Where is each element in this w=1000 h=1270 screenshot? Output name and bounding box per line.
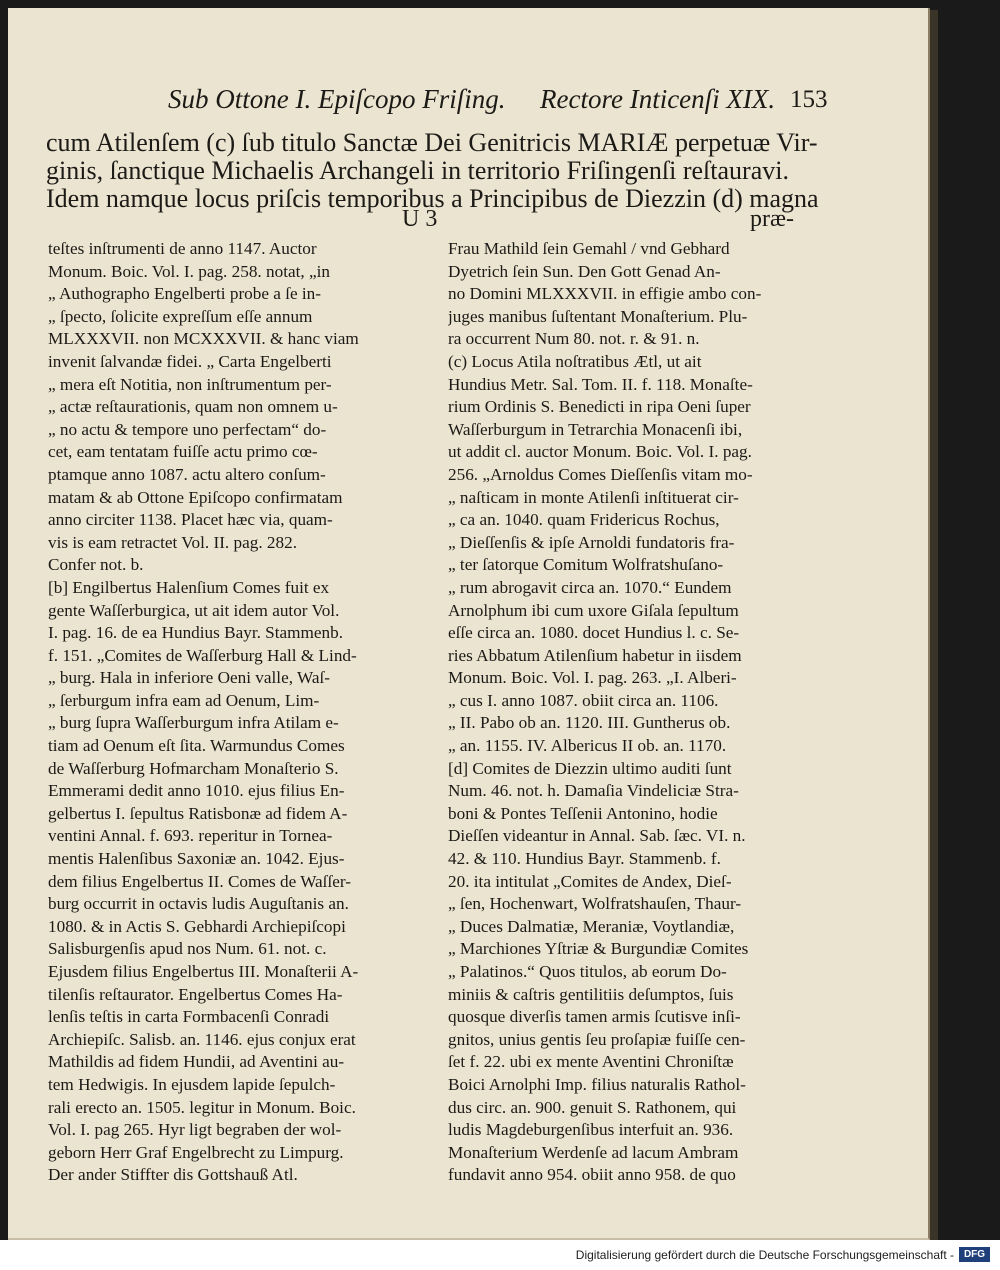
footnote-line: fundavit anno 954. obiit anno 958. de quo: [448, 1165, 736, 1185]
footnote-line: rali erecto an. 1505. legitur in Monum. Boic.: [48, 1097, 356, 1117]
catchword-line: [8, 206, 938, 236]
footnote-line: eſſe circa an. 1080. docet Hundius l. c. Se-: [448, 623, 740, 643]
footnote-line: juges manibus ſuſtentant Monaſterium. Plu-: [448, 306, 748, 326]
running-head-right: Rectore Inticenſi XIX.: [540, 84, 776, 114]
footnote-line: ries Abbatum Atilenſium habetur in iisdem: [448, 645, 742, 665]
footnote-line: no Domini MLXXXVII. in effigie ambo con-: [448, 284, 762, 304]
footnote-line: „ Duces Dalmatiæ, Meraniæ, Voytlandiæ,: [448, 916, 735, 936]
footnote-line: ſet f. 22. ubi ex mente Aventini Chroniſtæ: [448, 1052, 734, 1072]
catchword: præ-: [750, 206, 794, 232]
footnote-line: Monum. Boic. Vol. I. pag. 258. notat, „in: [48, 261, 330, 281]
footnote-line: dem filius Engelbertus II. Comes de Waſſer-: [48, 871, 351, 891]
footnote-line: cet, eam tentatam fuiſſe actu primo cœ-: [48, 442, 318, 462]
footnote-line: „ ſpecto, ſolicite expreſſum eſſe annum: [48, 306, 313, 326]
footnote-line: Waſſerburgum in Tetrarchia Monacenſi ibi,: [448, 419, 743, 439]
footnote-line: miniis & caſtris gentilitiis deſumptos, ſuis: [448, 984, 734, 1004]
footnote-line: „ II. Pabo ob an. 1120. III. Guntherus ob.: [448, 713, 731, 733]
footnote-line: (c) Locus Atila noſtratibus Ætl, ut ait: [448, 351, 702, 371]
footnote-line: „ Dieſſenſis & ipſe Arnoldi fundatoris fra-: [448, 532, 735, 552]
footnote-line: „ ca an. 1040. quam Fridericus Rochus,: [448, 510, 720, 530]
footnote-line: f. 151. „Comites de Waſſerburg Hall & Lind-: [48, 645, 357, 665]
footnote-line: „ ſen, Hochenwart, Wolfratshauſen, Thaur-: [448, 894, 742, 914]
footnote-line: mentis Halenſibus Saxoniæ an. 1042. Ejus-: [48, 849, 345, 869]
footnote-line: gelbertus I. ſepultus Ratisbonæ ad fidem A-: [48, 803, 348, 823]
main-text-line: Idem namque locus priſcis temporibus a Principibus de Diezzin (d) magna: [46, 184, 819, 213]
footnote-line: geborn Herr Graf Engelbrecht zu Limpurg.: [48, 1142, 344, 1162]
main-text-line: ginis, ſanctique Michaelis Archangeli in territorio Friſingenſi reſtauravi.: [46, 156, 789, 185]
signature-mark: U 3: [402, 206, 438, 232]
dfg-logo: DFG: [959, 1247, 990, 1262]
footnote-line: „ Marchiones Yſtriæ & Burgundiæ Comites: [448, 939, 749, 959]
footnote-line: „ cus I. anno 1087. obiit circa an. 1106.: [448, 690, 719, 710]
footnote-line: matam & ab Ottone Epiſcopo confirmatam: [48, 487, 343, 507]
digitization-footer: [0, 1240, 1000, 1270]
footnote-line: ra occurrent Num 80. not. r. & 91. n.: [448, 329, 700, 349]
footnote-line: Num. 46. not. h. Damaſia Vindeliciæ Stra-: [448, 781, 739, 801]
footnote-line: dus circ. an. 900. genuit S. Rathonem, qui: [448, 1097, 737, 1117]
footnote-line: quosque diverſis tamen armis ſcutisve inſi-: [448, 1007, 741, 1027]
footnote-line: „ an. 1155. IV. Albericus II ob. an. 1170.: [448, 736, 727, 756]
page-number: 153: [790, 86, 828, 113]
main-text-line: cum Atilenſem (c) ſub titulo Sanctæ Dei Genitricis MARIÆ perpetuæ Vir-: [46, 128, 818, 157]
footnote-line: burg occurrit in octavis ludis Auguſtanis an.: [48, 894, 349, 914]
footnote-line: ptamque anno 1087. actu altero conſum-: [48, 464, 326, 484]
footnote-line: „ no actu & tempore uno perfectam“ do-: [48, 419, 327, 439]
footnotes-left-column: [48, 238, 420, 1187]
footnote-line: teſtes inſtrumenti de anno 1147. Auctor: [48, 239, 317, 258]
footnotes-right-column: [448, 238, 832, 1187]
footnote-line: „ ter ſatorque Comitum Wolfratshuſano-: [448, 555, 724, 575]
footnote-line: Der ander Stiffter dis Gottshauß Atl.: [48, 1165, 298, 1185]
page-edge: [930, 10, 938, 1240]
footnote-line: „ actæ reſtaurationis, quam non omnem u-: [48, 397, 338, 417]
footnote-line: [b] Engilbertus Halenſium Comes fuit ex: [48, 577, 330, 597]
footnote-line: MLXXXVII. non MCXXXVII. & hanc viam: [48, 329, 359, 349]
footnote-line: Monum. Boic. Vol. I. pag. 263. „I. Alberi-: [448, 668, 737, 688]
footnote-line: anno circiter 1138. Placet hæc via, quam-: [48, 510, 333, 530]
footnote-line: „ naſticam in monte Atilenſi inſtituerat cir-: [448, 487, 739, 507]
footnote-line: Hundius Metr. Sal. Tom. II. f. 118. Monaſte-: [448, 374, 753, 394]
footnote-line: Arnolphum ibi cum uxore Giſala ſepultum: [448, 600, 739, 620]
footnote-line: gnitos, unius gentis ſeu proſapiæ fuiſſe cen-: [448, 1029, 746, 1049]
footnote-line: „ mera eſt Notitia, non inſtrumentum per-: [48, 374, 332, 394]
footnote-line: Monaſterium Werdenſe ad lacum Ambram: [448, 1142, 739, 1162]
footnote-line: 20. ita intitulat „Comites de Andex, Dieſ-: [448, 871, 732, 891]
funding-notice: Digitalisierung gefördert durch die Deutsche Forschungsgemeinschaft -: [575, 1248, 954, 1262]
footnote-line: Mathildis ad fidem Hundii, ad Aventini au-: [48, 1052, 345, 1072]
footnote-line: Salisburgenſis apud nos Num. 61. not. c.: [48, 939, 327, 959]
footnote-line: 256. „Arnoldus Comes Dieſſenſis vitam mo-: [448, 464, 753, 484]
footnote-line: „ Authographo Engelberti probe a ſe in-: [48, 284, 322, 304]
footnote-line: Confer not. b.: [48, 555, 144, 575]
footnote-line: „ burg ſupra Waſſerburgum infra Atilam e-: [48, 713, 339, 733]
footnote-line: „ rum abrogavit circa an. 1070.“ Eundem: [448, 577, 732, 597]
footnote-line: Dyetrich ſein Sun. Den Gott Genad An-: [448, 261, 721, 281]
footnote-line: ventini Annal. f. 693. reperitur in Tornea-: [48, 826, 333, 846]
footnote-line: lenſis teſtis in carta Formbacenſi Conradi: [48, 1007, 330, 1027]
running-head-left: Sub Ottone I. Epiſcopo Friſing.: [168, 84, 506, 114]
footnote-line: invenit ſalvandæ fidei. „ Carta Engelberti: [48, 351, 332, 371]
running-head: [168, 84, 858, 120]
footnote-line: Ejusdem filius Engelbertus III. Monaſterii A-: [48, 962, 359, 981]
footnote-line: 42. & 110. Hundius Bayr. Stammenb. f.: [448, 849, 721, 869]
footnote-line: „ ſerburgum infra eam ad Oenum, Lim-: [48, 690, 320, 710]
footnote-line: I. pag. 16. de ea Hundius Bayr. Stammenb.: [48, 623, 343, 643]
footnote-line: tiam ad Oenum eſt ſita. Warmundus Comes: [48, 736, 345, 756]
footnote-line: ut addit cl. auctor Monum. Boic. Vol. I. pag.: [448, 442, 752, 462]
footnote-line: vis is eam retractet Vol. II. pag. 282.: [48, 532, 297, 552]
footnote-line: boni & Pontes Teſſenii Antonino, hodie: [448, 803, 718, 823]
footnote-line: Emmerami dedit anno 1010. ejus filius En-: [48, 781, 345, 801]
footnote-line: Boici Arnolphi Imp. filius naturalis Rathol-: [448, 1074, 746, 1094]
footnote-line: de Waſſerburg Hofmarcham Monaſterio S.: [48, 758, 339, 778]
footnote-line: „ Palatinos.“ Quos titulos, ab eorum Do-: [448, 962, 727, 981]
footnote-line: „ burg. Hala in inferiore Oeni valle, Waſ-: [48, 668, 330, 688]
book-page: [8, 8, 930, 1240]
footnote-line: Vol. I. pag 265. Hyr ligt begraben der wol-: [48, 1120, 342, 1140]
footnote-line: tem Hedwigis. In ejusdem lapide ſepulch-: [48, 1074, 336, 1094]
footnote-line: Frau Mathild ſein Gemahl / vnd Gebhard: [448, 239, 730, 258]
footnote-line: ludis Magdeburgenſibus interfuit an. 936.: [448, 1120, 734, 1140]
footnote-line: Dieſſen videantur in Annal. Sab. ſæc. VI. n.: [448, 826, 746, 846]
footnote-line: [d] Comites de Diezzin ultimo auditi ſunt: [448, 758, 732, 778]
footnote-line: gente Waſſerburgica, ut ait idem autor Vol.: [48, 600, 340, 620]
footnote-line: rium Ordinis S. Benedicti in ripa Oeni ſuper: [448, 397, 751, 417]
footnote-line: tilenſis reſtaurator. Engelbertus Comes Ha-: [48, 984, 343, 1004]
footnote-line: Archiepiſc. Salisb. an. 1146. ejus conjux erat: [48, 1029, 356, 1049]
footnote-line: 1080. & in Actis S. Gebhardi Archiepiſcopi: [48, 916, 346, 936]
main-text: [46, 129, 830, 213]
